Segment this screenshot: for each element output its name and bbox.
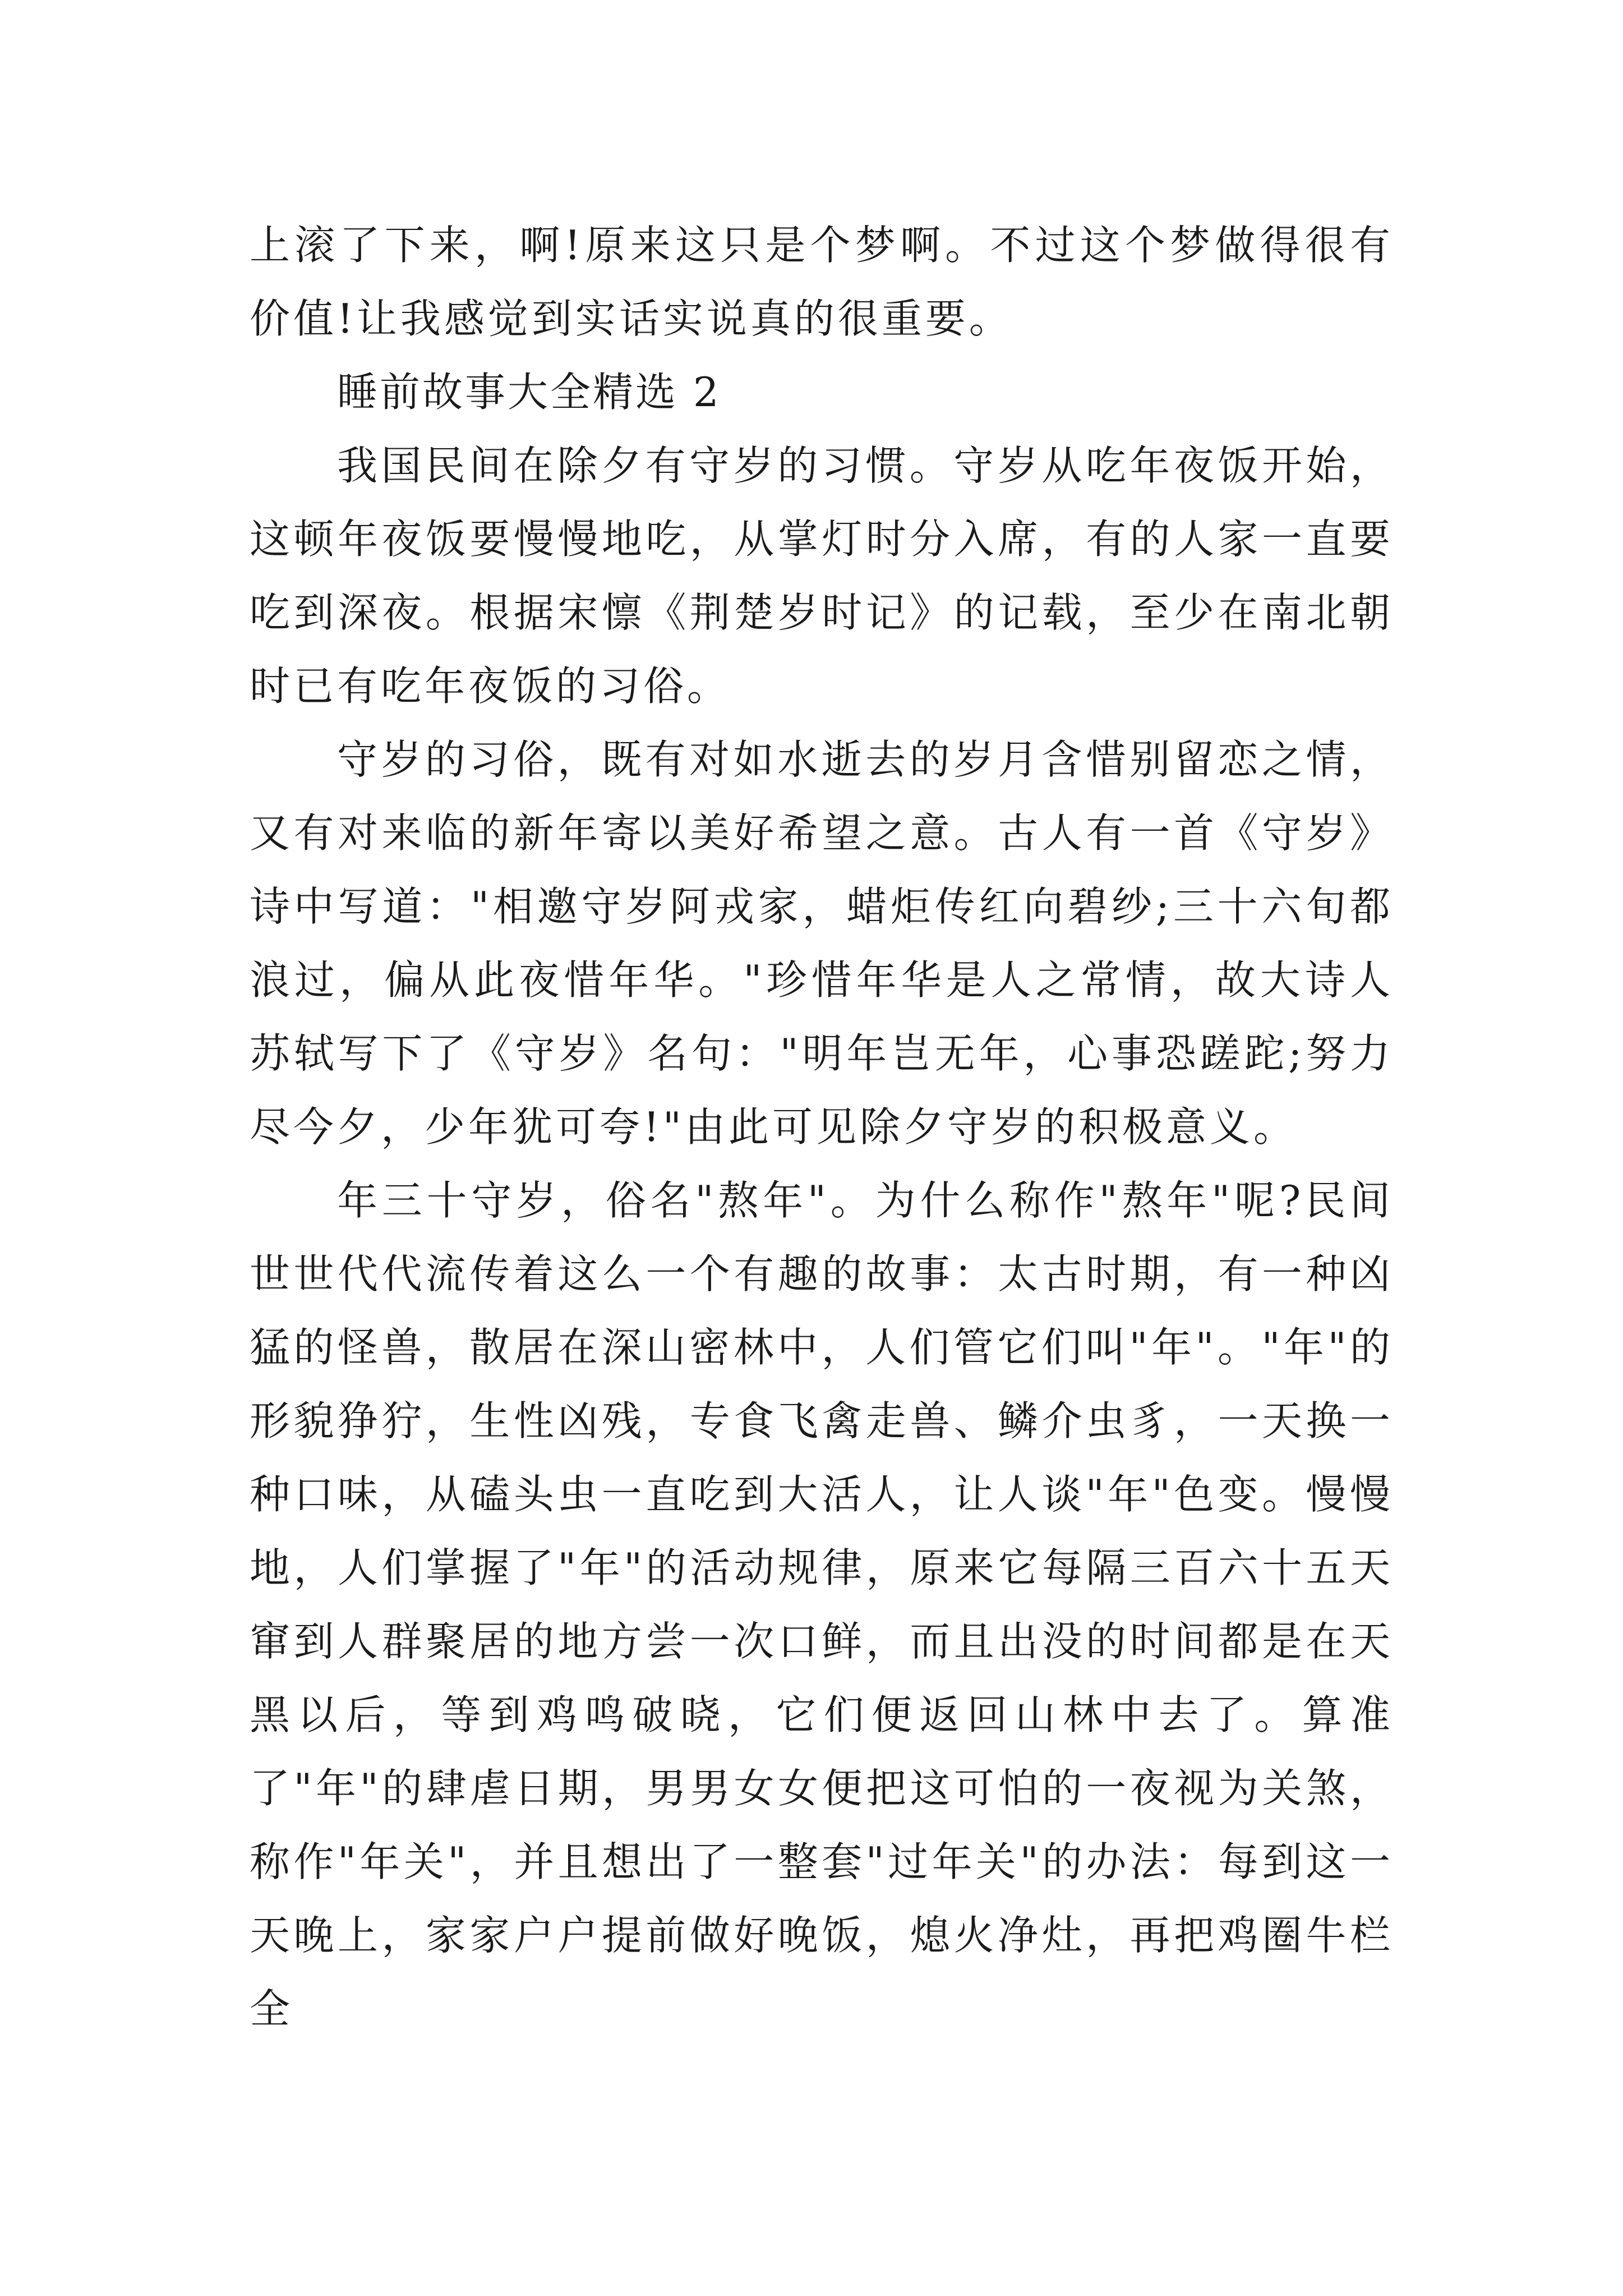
paragraph-4: 年三十守岁，俗名"熬年"。为什么称作"熬年"呢?民间世世代代流传着这么一个有趣的故事：太古时期，有一种凶猛的怪兽，散居在深山密林中，人们管它们叫"年"。"年"的形貌狰狞，生性凶残，专食飞禽走兽、鳞介虫豸，一天换一种口味，从磕头虫一直吃到大活人，让人谈"年"色变。慢慢地，人们掌握了"年"的活动规律，原来它每隔三百六十五天窜到人群聚居的地方尝一次口鲜，而且出没的时间都是在天黑以后，等到鸡鸣破晓，它们便返回山林中去了。算准了"年"的肆虐日期，男男女女便把这可怕的一夜视为关煞，称作"年关"，并且想出了一整套"过年关"的办法：每到这一天晚上，家家户户提前做好晚饭，熄火净灶，再把鸡圈牛栏全	[250, 1177, 1394, 2032]
document-body	[250, 209, 1394, 2046]
paragraph-1: 上滚了下来，啊!原来这只是个梦啊。不过这个梦做得很有价值!让我感觉到实话实说真的很重要。	[250, 222, 1394, 342]
paragraph-2: 我国民间在除夕有守岁的习惯。守岁从吃年夜饭开始，这顿年夜饭要慢慢地吃，从掌灯时分入席，有的人家一直要吃到深夜。根据宋懔《荆楚岁时记》的记载，至少在南北朝时已有吃年夜饭的习俗。	[250, 442, 1394, 710]
section-heading: 睡前故事大全精选 2	[337, 369, 721, 416]
paragraph-3: 守岁的习俗，既有对如水逝去的岁月含惜别留恋之情，又有对来临的新年寄以美好希望之意。古人有一首《守岁》诗中写道："相邀守岁阿戎家，蜡炬传红向碧纱;三十六旬都浪过，偏从此夜惜年华。"珍惜年华是人之常情，故大诗人苏轼写下了《守岁》名句："明年岂无年，心事恐蹉跎;努力尽今夕，少年犹可夸!"由此可见除夕守岁的积极意义。	[250, 736, 1394, 1151]
